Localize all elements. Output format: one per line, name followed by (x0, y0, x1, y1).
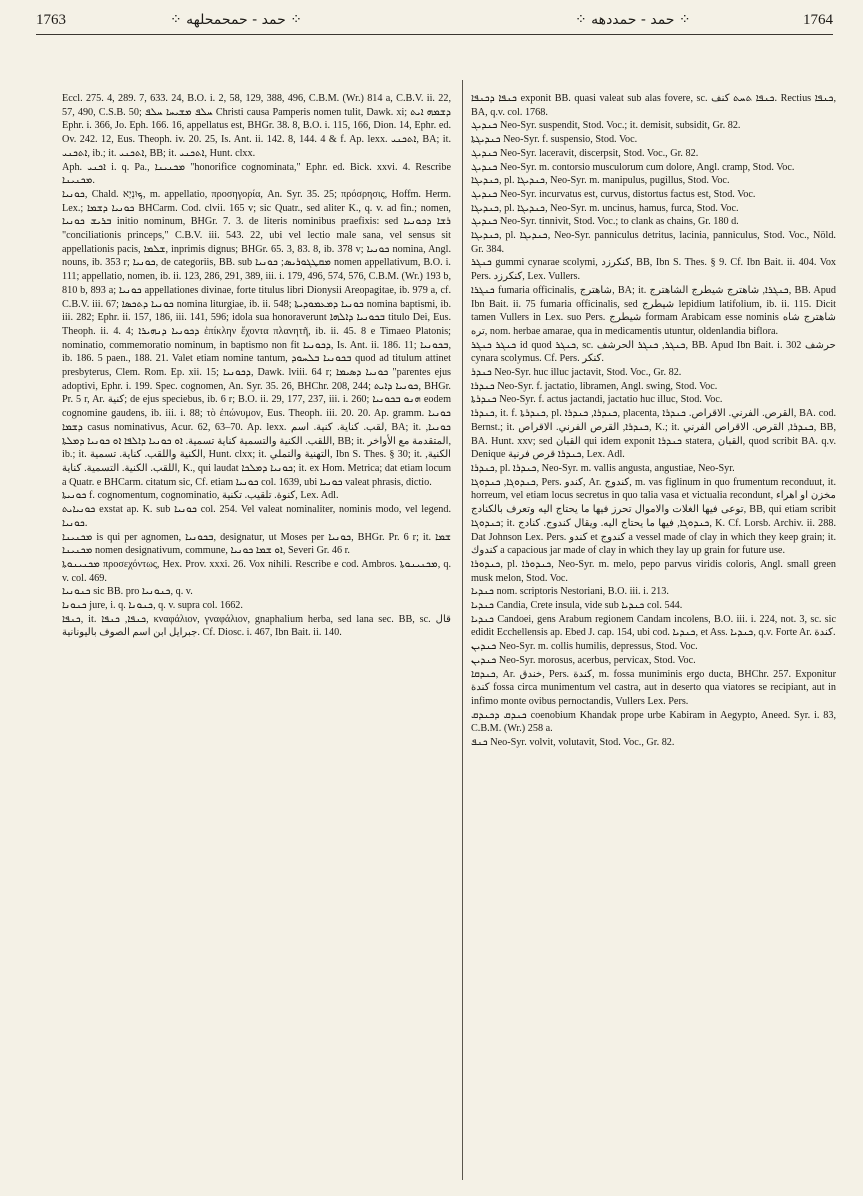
dictionary-entry: ܟܢܦܐ ܕܟܢܦܐ exponit BB. quasi valeat sub alas fovere, sc. ܟܢܦܐ ܬܚܬ كنف. Rectius ܟܢܦܐ, BA, q.v. col. 1768. (471, 93, 836, 118)
dictionary-entry: ܟܢܕܪܐ Neo-Syr. f. jactatio, libramen, Angl. swing, Stod. Voc. (471, 380, 718, 392)
right-column (471, 92, 836, 750)
dictionary-entry: Aph. ܐܟܢܝ i. q. Pa., ܡܟܢܝܢܐ "honorifice cognominata," Ephr. ed. Bick. xxvi. 4. Rescribe ܡܟܢܝܢܐ. (62, 161, 451, 187)
dictionary-entry: ܟܘܢܝܐ, Chald. ܟּוּנְיָא, m. appellatio, προσηγορία, An. Syr. 35. 25; πρόσρησις, Hoffm. Herm. Lex.; ܟܘܢܝܐ ܕܫܡܐ BHCarm. Cod. clvii. 165 v; sic Quatr., sed aliter K., q. v. ad fin.; nomen, ܒܪܝܫ ܟܘܢܝܐ initio nominum, BHGr. 7. 3. de literis nominibus praefixis: sed ܪܫܐ ܕܟܘܢܝܐ "conciliationis princeps," C.B.V. iii. 543. 22, ubi vel lectio male sana, vel sensus sit appellationis pacis, ܫܠܡܐ, inprimis dignus; BHGr. 65. 3, 83. 8, ib. 378 v; ܟܘܢܝܐ nomina, Angl. nouns, ib. 353 r; ܟܘܢܝܐ, de categoriis, BB. sub ܡܩܛܓܘܪܝܣ; ܟܘܢܝܐ nomen appellativum, B.O. i. 111; appellatio, nomen, ib. ii. 123, 286, 291, 389, iii. i. 179, 496, 574, 576, C.B.M. (Wr.) 193 b, 810 b, 893 a; ܟܘܢܝܐ appellationes divinae, forte titulus libri Dionysii Areopagitae, ib. 979 a, cf. C.B.V. iii. 67; ܟܘܢܝܐ ܕܬܟܣܐ nomina liturgiae, ib. ii. 548; ܟܘܢܝܐ ܕܡܥܡܘܕܝܬܐ nomina baptismi, ib. iii. 282; Ephr. ii. 157, 186, iii. 141, 596; idola sua honoraverunt ܒܟܘܢܝܐ ܕܐܠܗܐ titulo Dei, Eus. Theoph. ii. 4. 4; ܕܟܘܢܝܐ ܕܢܗܝܪܐ ἐπίκλην ἔχοντα πλανητῆ, ib. ii. 45. 8 e Timaeo Platonis; nominatio, commemoratio nominum, in baptismo non fit ܕܟܘܢܝܐ, Is. Ant. ii. 186. 11; ܒܟܘܢܝܐ, ib. 186. 5 paen., 188. 21. Valet etiam nomine tantum, ܒܟܘܢܝܐ ܒܠܚܘܕ quod ad titulum attinet presbyterus, Clem. Rom. Ep. xii. 15; ܕܟܘܢܝܐ, Dawk. lviii. 64 r; ܟܘܢܝܐ ܕܣܝܡܐ "parentes ejus adoptivi, Ephr. i. 199. Spec. cognomen, An. Syr. 35. 26, BHChr. 208, 244; ܟܘܢܝܐ ܕܐܝܬ, BHGr. Pr. 5 r, Ar. كنية; de ejus speciebus, ib. 6 r; B.O. ii. 29, 177, 237, iii. i. 260; ܗܢܘ ܒܟܘܢܝܐ eodem cognomine gaudens, ib. iii. i. 88; τὸ ἐπώνυμον, Eus. Theoph. iii. 20. 20. Ap. gramm. ܟܘܢܝܐ ܕܫܡܐ casus nominativus, Acur. 62, 63–70. Ap. lexx. لقب. كناية. كنية. اسم, BA; it. ܟܘܢܝܐ, اللقب. الكنية والتسمية كناية تسمية. ܐܘ ܟܘܢܝܐ ܕܐܠܦܐ ܐܘ ܟܘܢܝܐ ܕܡܠܬܐ, BB; it. المتقدمة مع الأواخر, ib.; it. الكنية واللقب. كناية. تسمية, Hunt. clxx; it. التهنية والتملي, Ibn S. Thes. § 30; it. الكنية, اللقب. الكنية. التسمية. كناية, K., qui laudat ܟܘܢܝܐ ܕܡܠܟܐ; it. ex Hom. Metrica; dat etiam locum a Quatr. e BHCarm. citatum sic, Cf. etiam ܟܘܢܝܐ col. 1639, ubi ܟܘܢܝܐ valeat phrasis, dictio. (62, 188, 452, 488)
dictionary-entry: ܟܢܦܐ, it. ܟܢܦܐ, ܟܢܦܐ, κναφάλιον, γναφάλιον, gnaphalium herba, sed lana sec. BB, sc. قال جبرايل ابن اسم الصوف باليونانية. Cf. Diosc. i. 467, Ibn Bait. ii. 140. (62, 613, 451, 639)
dictionary-entry: ܟܢܕܩ ܕܟܢܕܩ coenobium Khandak prope urbe Kabiram in Aegypto, Aneed. Syr. i. 83, C.B.M. (Wr.) 258 a. (471, 709, 836, 735)
dictionary-entry: ܟܢܕܝܓ Neo-Syr. m. contorsio musculorum cum dolore, Angl. cramp, Stod. Voc. (471, 161, 795, 173)
dictionary-entry: ܡܟܢܝܢܘܬܐ προσεχόντως, Hex. Prov. xxxi. 26. Vox nihili. Rescribe e cod. Ambros. ܡܟܢܝܢܘܬܐ, q. v. col. 469. (62, 558, 452, 584)
running-head-left: ⁘ حمد - حمحمحلهه ⁘ (170, 12, 302, 28)
dictionary-entry: ܟܢܕܝܢ Neo-Syr. m. collis humilis, depressus, Stod. Voc. (471, 641, 698, 653)
dictionary-entry: ܟܢܕܝܐ Candia, Crete insula, vide sub ܟܢܕܝܐ col. 544. (471, 600, 683, 612)
left-column (62, 92, 451, 640)
dictionary-entry: ܟܢܕܩܐ, Ar. خندق, Pers. كندة, m. fossa muniminis ergo ducta, BHChr. 257. Exponitur كندة fossa circa munimentum vel castra, aut in deserto qua viatores se recipiant, aut in infimo monte ovibus pernoctandis, Vullers Lex. Pers. (471, 668, 836, 707)
dictionary-entry: ܟܢܕܝܐ nom. scriptoris Nestoriani, B.O. iii. i. 213. (471, 586, 669, 598)
dictionary-entry: ܟܢܕܘܓܐ, ܟܢܕܘܓܐ, Pers. كندو, Ar. كندوج, m. vas figlinum in quo frumentum reconduut, it. horreum, vel etiam locus secretus in quo talia vasa et victualia recondunt, مخزن او اهراء توعى فيها الغلات والاموال تحرز فيها ما يحتاج اليه وتعرف بالكنادج, BB, qui etiam scribit ܟܢܕܘܓܐ; it. ܟܢܕܘܓܐ, فيها ما يحتاج اليه. ويقال كندوج. كنادج, K. Cf. Lorsb. Archiv. ii. 288. Dat Johnson Lex. Pers. كندو et كندوج a vessel made of clay in which they keep grain; it. كندوك a capacious jar made of clay in which they lay up grain for future use. (471, 476, 837, 557)
dictionary-entry: ܟܢܘܢܐ jure, i. q. ܟܢܘܢܐ, q. v. supra col. 1662. (62, 600, 243, 612)
dictionary-entry: ܟܢܕܝܓܐ, pl. ܟܢܕܝܓܐ, Neo-Syr. panniculus detritus, lacinia, panniculus, Stod. Voc., Nöld. Gr. 384. (471, 230, 836, 255)
dictionary-entry: ܟܘܢܝܬܐ f. cognomentum, cognominatio, كنوة. تلقيب. تكنية, Lex. Adl. (62, 490, 339, 502)
dictionary-entry: ܟܢܕܝܓ Neo-Syr. laceravit, discerpsit, Stod. Voc., Gr. 82. (471, 147, 699, 159)
dictionary-entry: ܟܢܕܝܓܐ, pl. ܟܢܕܝܓܐ, Neo-Syr. m. manipulus, pugillus, Stod. Voc. (471, 175, 730, 187)
dictionary-entry: ܟܢܕܪ Neo-Syr. huc illuc jactavit, Stod. Voc., Gr. 82. (471, 367, 682, 379)
dictionary-entry: ܟܢܕܘܪܐ, pl. ܟܢܕܘܪܐ, Neo-Syr. m. melo, pepo parvus viridis coloris, Angl. small green musk melon, Stod. Voc. (471, 558, 836, 584)
dictionary-entry: ܟܢܓܪ ܟܢܓܪ id quod ܟܢܓܪ, sc. ܟܢܓܪ, ܟܢܓܪ الحرشف, BB. Apud Ibn Bait. i. 302 حرشف cynara scolymus. Cf. Pers. كنكر. (471, 339, 836, 365)
page-number-left: 1763 (36, 12, 66, 28)
dictionary-entry: ܟܢܕܪܐ, it. f. ܟܢܕܪܬܐ, pl. ܟܢܕܪܐ, ܟܢܕܪܐ, placenta, القرص. الفرني. الاقراص. ܟܢܕܪܐ, BA. cod. Bernst.; it. ܟܢܕܪܐ, القرص الفرني. الاقراص, K.; it. ܟܢܕܪܐ, القرص. الاقراص الفرني, BB, BA. Hunt. xxv; sed القبان qui idem exponit ܟܢܕܪܐ statera, القبان, quod scribit BA. q.v. Denique ܟܢܕܪܐ قرص فرنية, Lex. Adl. (471, 408, 837, 461)
dictionary-entry: Eccl. 275. 4, 289. 7, 633. 24, B.O. i. 2, 58, 129, 388, 496, C.B.M. (Wr.) 814 a, C.B.V. ii. 22, 57, 490, C.S.B. 50; ܚܠܦ ܡܫܝܚܐ ܚܠܦ Christi causa Pamperis nomen tulit, Dawk. xi; ܕܫܡܗ ܐܝܬ Ephr. i. 366, Jo. Eph. 166. 16, appellatus est, BHGr. 38. 8, B.O. i. 115, 166, Dion. 14, Ephr. ed. Ov. 242. 12, Eus. Theoph. iv. 20. 25, Is. Ant. ii. 142. 8, 144. 4 & f. Ap. lexx. ܐܬܟܢܝ, BA; it. ܐܬܟܢܝ, ib.; it. ܐܬܟܢܝ, BB; it. ܐܬܟܢܝ, Hunt. clxx. (62, 93, 451, 159)
running-head-right: ⁘ حمد - حمددهه ⁘ (575, 12, 691, 28)
dictionary-entry: ܟܢܕܝܓ Neo-Syr. tinnivit, Stod. Voc.; to clank as chains, Gr. 180 d. (471, 216, 739, 228)
dictionary-entry: ܟܢܕܪܬܐ Neo-Syr. f. actus jactandi, jactatio huc illuc, Stod. Voc. (471, 394, 723, 406)
dictionary-entry: ܟܘܢܝܐܝܬ exstat ap. K. sub ܟܘܢܝܐ col. 254. Vel valeat nominaliter, nominis modo, vel legend. ܟܘܢܝܐ. (62, 504, 451, 529)
dictionary-entry: ܟܢܕܝܐ Candoei, gens Arabum regionem Candam incolens, B.O. iii. i. 224, not. 3, sc. sic edidit Ecchellensis ap. Ebed J. cap. 154, ubi cod. ܟܢܕܝܐ, et Ass. ܟܢܕܝܐ, q.v. Forte Ar. كندة. (471, 613, 836, 639)
dictionary-entry: ܟܢܕܝܢ Neo-Syr. morosus, acerbus, pervicax, Stod. Voc. (471, 654, 696, 666)
header-rule (36, 34, 833, 35)
dictionary-entry: ܟܢܕܝܓܬܐ Neo-Syr. f. suspensio, Stod. Voc. (471, 134, 638, 146)
dictionary-entry: ܟܢܓܪ gummi cynarae scolymi, كنكرزد, BB, Ibn S. Thes. § 9. Cf. Ibn Bait. ii. 404. Vox Pers. كنكرزد, Lex. Vullers. (471, 257, 837, 283)
dictionary-entry: ܟܢܘܢܝܐ sic BB. pro ܟܢܘܢܝܐ, q. v. (62, 586, 193, 598)
column-divider (462, 80, 463, 1180)
page-number-right: 1764 (803, 12, 833, 28)
dictionary-entry: ܟܢܓܪܐ fumaria officinalis, شاهترج, BA; it. ܟܢܓܪܐ, شاهترج شيطرج الشاهترج, BB. Apud Ibn Bait. ii. 75 fumaria officinalis, sed شيطرج lepidium latifolium, ib. ii. 115. Dicit tamen Vullers in Lex. suo Pers. شيطرج formam Arabicam esse nominis شاهترج شاه تره, nom. herbae amarae, qua in medicamentis utuntur, oldenlandia biflora. (471, 284, 837, 337)
dictionary-entry: ܟܢܕܪܐ, pl. ܟܢܕܪܐ, Neo-Syr. m. vallis angusta, angustiae, Neo-Syr. (471, 462, 735, 474)
dictionary-entry: ܟܢܦ Neo-Syr. volvit, volutavit, Stod. Voc., Gr. 82. (471, 737, 675, 749)
dictionary-entry: ܟܢܕܝܓ Neo-Syr. incurvatus est, curvus, distortus factus est, Stod. Voc. (471, 188, 756, 200)
dictionary-entry: ܟܢܕܝܓܐ, pl. ܟܢܕܝܓܐ, Neo-Syr. m. uncinus, hamus, furca, Stod. Voc. (471, 202, 739, 214)
dictionary-entry: ܟܢܕܝܓ Neo-Syr. suspendit, Stod. Voc.; it. demisit, subsidit, Gr. 82. (471, 120, 741, 132)
dictionary-entry: ܡܟܢܝܢܐ is qui per agnomen, ܒܟܘܢܝܐ, designatur, ut Moses per ܟܘܢܝܐ, BHGr. Pr. 6 r; it. ܫܡܐ ܡܟܢܝܢܐ nomen designativum, commune, ܐܘ ܫܡܐ ܟܘܢܝܐ, Severi Gr. 46 r. (62, 531, 451, 557)
